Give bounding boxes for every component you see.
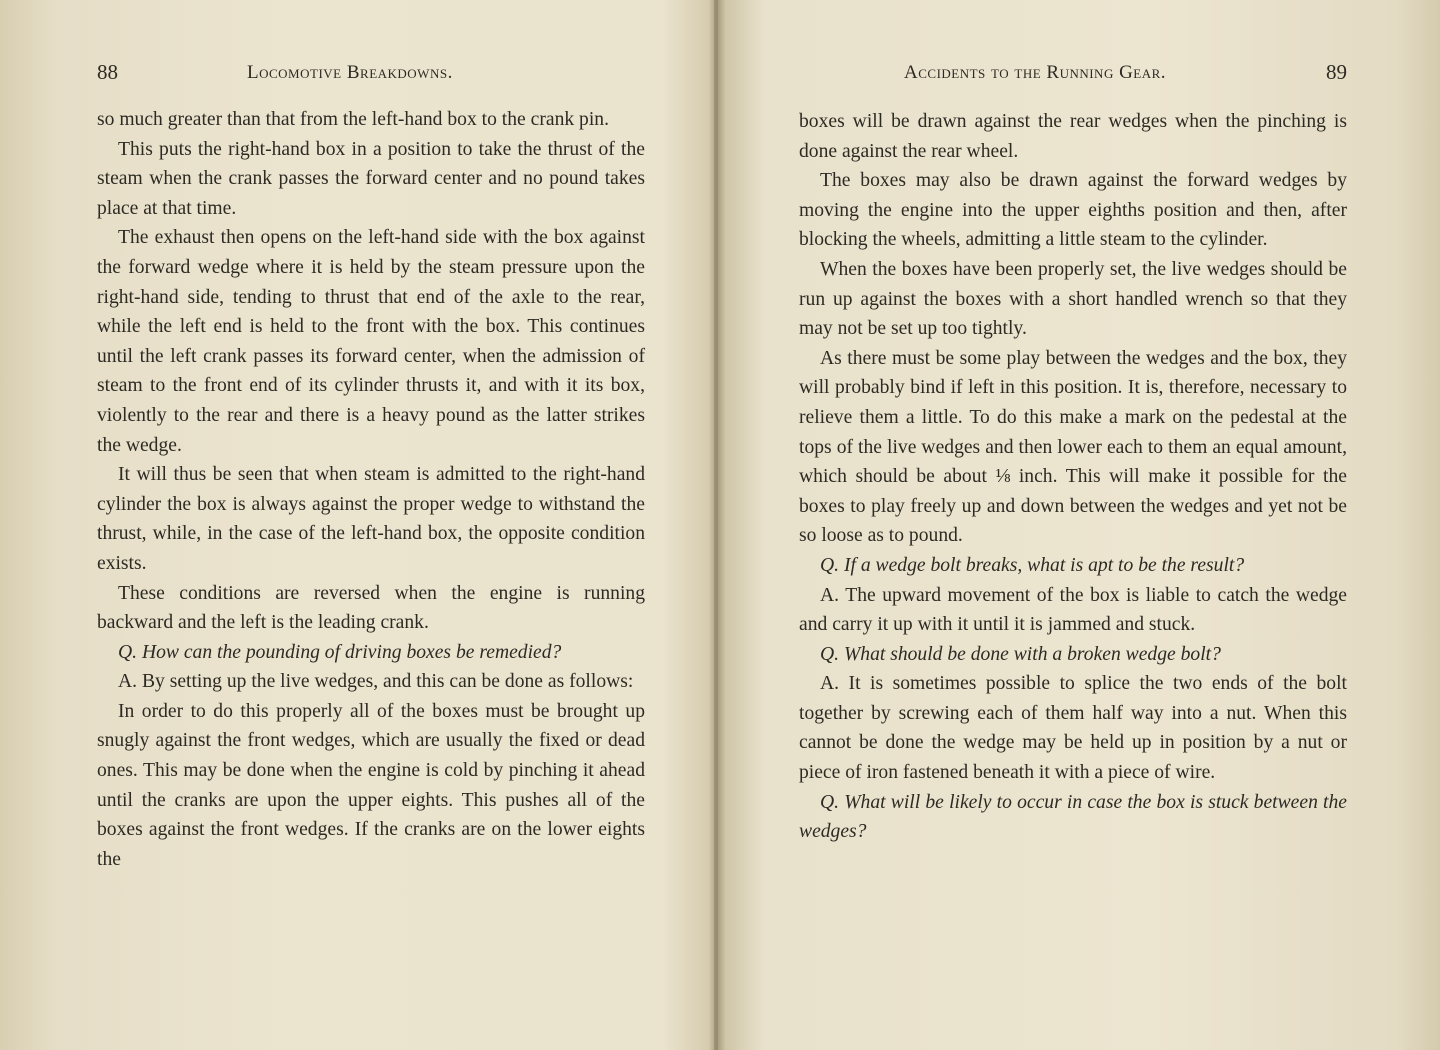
question-paragraph: Q. If a wedge bolt breaks, what is apt to be the result? <box>820 554 1245 576</box>
book-gutter <box>714 0 718 1050</box>
answer-paragraph: A. By setting up the live wedges, and this can be done as follows: <box>118 671 634 693</box>
right-page-body <box>799 107 1347 847</box>
left-page-header <box>97 60 645 90</box>
paragraph: The exhaust then opens on the left-hand side with the box against the forward wedge where it is held by the steam pressure upon the right-hand side, tending to thrust that end of the axle to the rear, while the left end is held to the front with the box. This continues until the left crank passes its forward center, when the admission of steam to the front end of its cylinder thrusts it, and with it its box, violently to the rear and there is a heavy pound as the latter strikes the wedge. <box>97 227 645 456</box>
paragraph: This puts the right-hand box in a position to take the thrust of the steam when the crank passes the forward center and no pound takes place at that time. <box>97 138 645 219</box>
answer-paragraph: A. The upward movement of the box is liable to catch the wedge and carry it up with it until it is jammed and stuck. <box>799 584 1347 636</box>
question-paragraph: Q. What will be likely to occur in case the box is stuck between the wedges? <box>799 791 1347 843</box>
paragraph: The boxes may also be drawn against the forward wedges by moving the engine into the upper eighths position and then, after blocking the wheels, admitting a little steam to the cylinder. <box>799 170 1347 251</box>
right-page-header <box>799 60 1347 90</box>
paragraph: These conditions are reversed when the engine is running backward and the left is the leading crank. <box>97 582 645 634</box>
paragraph: boxes will be drawn against the rear wedges when the pinching is done against the rear wheel. <box>799 111 1347 162</box>
left-page-number: 88 <box>97 60 118 84</box>
right-running-title: Accidents to the Running Gear. <box>904 62 1167 83</box>
paragraph: As there must be some play between the wedges and the box, they will probably bind if left in this position. It is, therefore, necessary to relieve them a little. To do this make a mark on the pedestal at the tops of the live wedges and then lower each to them an equal amount, which should be about ⅛ inch. This will make it possible for the boxes to play freely up and down between the wedges and yet not be so loose as to pound. <box>799 347 1347 547</box>
right-page <box>799 0 1347 1050</box>
left-page <box>97 0 645 1050</box>
answer-paragraph: A. It is sometimes possible to splice the two ends of the bolt together by screwing each of them half way into a nut. When this cannot be done the wedge may be held up in position by a nut or piece of iron fastened beneath it with a piece of wire. <box>799 673 1347 784</box>
paragraph: In order to do this properly all of the boxes must be brought up snugly against the front wedges, which are usually the fixed or dead ones. This may be done when the engine is cold by pinching it ahead until the cranks are upon the upper eights. This pushes all of the boxes against the front wedges. If the cranks are on the lower eights the <box>97 700 645 870</box>
paragraph: It will thus be seen that when steam is admitted to the right-hand cylinder the box is always against the proper wedge to withstand the thrust, while, in the case of the left-hand box, the opposite condition exists. <box>97 464 645 574</box>
right-page-number: 89 <box>1326 60 1347 84</box>
question-paragraph: Q. How can the pounding of driving boxes be remedied? <box>118 641 562 663</box>
left-page-body <box>97 105 645 874</box>
question-paragraph: Q. What should be done with a broken wedge bolt? <box>820 643 1221 665</box>
left-running-title: Locomotive Breakdowns. <box>247 62 453 83</box>
paragraph: When the boxes have been properly set, the live wedges should be run up against the boxes with a short handled wrench so that they may not be set up too tightly. <box>799 258 1347 340</box>
paragraph: so much greater than that from the left-hand box to the crank pin. <box>97 109 609 130</box>
